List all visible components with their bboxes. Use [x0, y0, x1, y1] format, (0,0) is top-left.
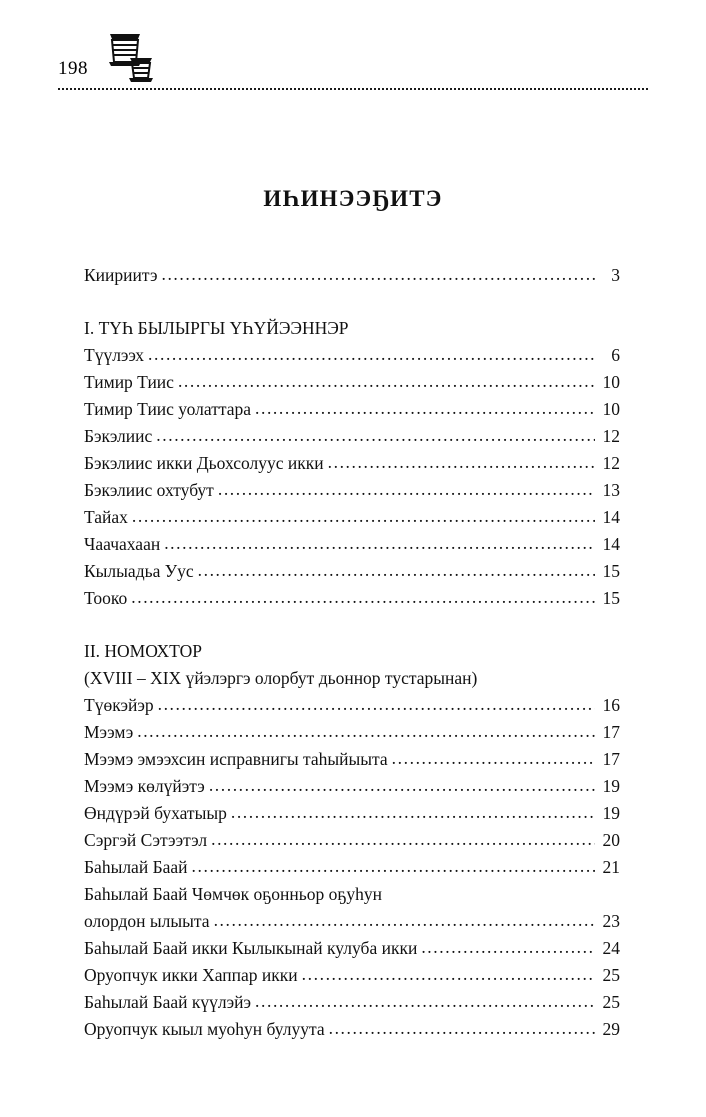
toc-entry-label: Бэкэлиис охтубут — [84, 480, 214, 500]
toc-entry-label: Түөкэйэр — [84, 695, 154, 715]
toc-leader — [132, 513, 595, 531]
toc-entry-label: Мээмэ — [84, 722, 134, 742]
toc-entry[interactable] — [84, 773, 620, 800]
toc-section-heading-2: II. НОМОХТОР — [84, 641, 202, 661]
toc-entry-page: 6 — [611, 345, 620, 365]
toc-entry-page: 14 — [602, 534, 620, 554]
toc-entry-page: 24 — [602, 938, 620, 958]
toc-section-subheading-2: (XVIII – XIX үйэлэргэ олорбут дьоннор тустарынан) — [84, 668, 478, 688]
toc-entry-label: Баһылай Баай икки Кылыкынай кулуба икки — [84, 938, 418, 958]
page-title: ИҺИНЭЭҔИТЭ — [263, 186, 443, 211]
toc-entry-page: 14 — [602, 507, 620, 527]
page-header — [58, 28, 658, 90]
toc-entry-label: Тимир Тиис — [84, 372, 174, 392]
toc-entry[interactable] — [84, 558, 620, 585]
toc-leader — [158, 701, 595, 719]
toc-entry-label: Чаачахаан — [84, 534, 161, 554]
toc-entry-page: 10 — [602, 372, 620, 392]
table-of-contents — [84, 262, 620, 1043]
toc-entry-page: 29 — [602, 1019, 620, 1039]
toc-entry[interactable] — [84, 585, 620, 612]
toc-entry[interactable] — [84, 423, 620, 450]
toc-entry[interactable] — [84, 504, 620, 531]
toc-entry-label: Баһылай Баай күүлэйэ — [84, 992, 252, 1012]
toc-entry-label: Кылыадьа Уус — [84, 561, 194, 581]
toc-entry-label: Баһылай Баай — [84, 857, 188, 877]
toc-entry-label-line1: Баһылай Баай Чөмчөк оҕонньор оҕуһун — [84, 884, 382, 904]
toc-entry-label: Түүлээх — [84, 345, 145, 365]
toc-entry-label: Сэргэй Сэтээтэл — [84, 830, 208, 850]
toc-entry-label: Оруопчук кыыл муоһун булуута — [84, 1019, 325, 1039]
toc-leader — [421, 944, 595, 962]
toc-entry-label: Бэкэлиис икки Дьохсолуус икки — [84, 453, 324, 473]
spacer — [84, 289, 620, 315]
toc-entry[interactable] — [84, 854, 620, 881]
toc-entry[interactable] — [84, 396, 620, 423]
header-divider — [58, 88, 648, 90]
toc-leader — [148, 351, 595, 369]
toc-entry-label: Мээмэ эмээхсин исправнигы таһыйыыта — [84, 749, 388, 769]
toc-entry-label: Мээмэ көлүйэтэ — [84, 776, 205, 796]
toc-entry[interactable] — [84, 827, 620, 854]
toc-entry-page: 25 — [602, 965, 620, 985]
toc-entry-label: Киириитэ — [84, 265, 158, 285]
toc-entry-page: 15 — [602, 561, 620, 581]
toc-entry[interactable] — [84, 692, 620, 719]
toc-leader — [137, 728, 595, 746]
toc-entry-page: 25 — [602, 992, 620, 1012]
toc-entry-page: 12 — [602, 426, 620, 446]
toc-entry-page: 10 — [602, 399, 620, 419]
toc-leader — [131, 594, 595, 612]
toc-leader — [211, 836, 595, 854]
toc-entry-page: 12 — [602, 453, 620, 473]
toc-entry-label: Оруопчук икки Хаппар икки — [84, 965, 298, 985]
toc-leader — [198, 567, 595, 585]
toc-entry-page: 13 — [602, 480, 620, 500]
toc-entry[interactable] — [84, 800, 620, 827]
toc-leader — [255, 405, 595, 423]
toc-entry[interactable] — [84, 369, 620, 396]
toc-entry-page: 17 — [602, 749, 620, 769]
toc-entry-page: 17 — [602, 722, 620, 742]
toc-leader — [164, 540, 595, 558]
toc-entry[interactable] — [84, 935, 620, 962]
toc-leader — [192, 863, 595, 881]
page-number: 198 — [58, 58, 88, 79]
toc-entry-page: 19 — [602, 803, 620, 823]
toc-entry[interactable] — [84, 719, 620, 746]
toc-leader — [255, 998, 595, 1016]
toc-entry[interactable] — [84, 342, 620, 369]
toc-entry[interactable] — [84, 1016, 620, 1043]
toc-entry-label: Тооко — [84, 588, 128, 608]
toc-leader — [329, 1025, 595, 1043]
toc-leader — [392, 755, 595, 773]
toc-leader — [218, 486, 595, 504]
toc-entry[interactable] — [84, 989, 620, 1016]
toc-leader — [161, 271, 595, 289]
toc-entry-page: 21 — [602, 857, 620, 877]
toc-entry[interactable] — [84, 477, 620, 504]
toc-leader — [214, 917, 595, 935]
toc-entry[interactable] — [84, 262, 620, 289]
toc-leader — [328, 459, 595, 477]
stacked-vessels-vignette — [100, 28, 156, 86]
toc-entry-page: 20 — [602, 830, 620, 850]
toc-entry-label: Бэкэлиис — [84, 426, 153, 446]
toc-entry-page: 3 — [611, 265, 620, 285]
toc-entry-page: 16 — [602, 695, 620, 715]
toc-entry-page: 15 — [602, 588, 620, 608]
toc-entry[interactable] — [84, 746, 620, 773]
toc-entry-label: Тимир Тиис уолаттара — [84, 399, 251, 419]
toc-leader — [209, 782, 595, 800]
toc-leader — [302, 971, 595, 989]
toc-entry-page: 19 — [602, 776, 620, 796]
toc-entry[interactable] — [84, 908, 620, 935]
toc-entry[interactable] — [84, 531, 620, 558]
toc-leader — [231, 809, 595, 827]
toc-entry-page: 23 — [602, 911, 620, 931]
toc-entry[interactable] — [84, 962, 620, 989]
toc-entry[interactable] — [84, 450, 620, 477]
toc-entry-label-line2: олордон ылыыта — [84, 911, 210, 931]
toc-entry-label: Тайах — [84, 507, 128, 527]
spacer — [84, 612, 620, 638]
toc-entry-label: Өндүрэй бухатыыр — [84, 803, 227, 823]
toc-section-heading-1: I. ТҮҺ БЫЛЫРГЫ ҮҺҮЙЭЭННЭР — [84, 318, 349, 338]
toc-leader — [178, 378, 595, 396]
toc-leader — [156, 432, 595, 450]
